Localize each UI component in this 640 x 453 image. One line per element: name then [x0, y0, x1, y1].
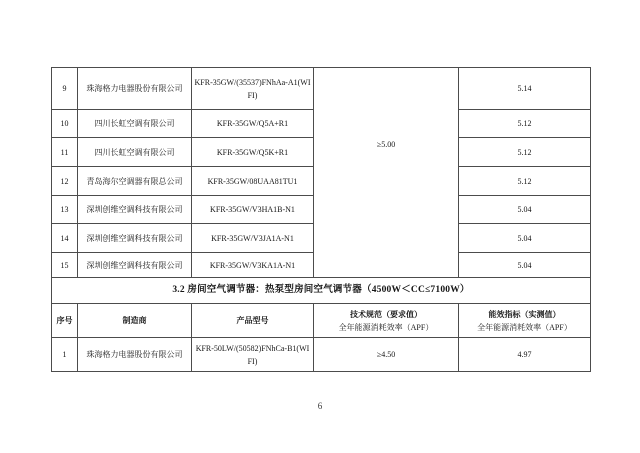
manufacturer-cell: 四川长虹空调有限公司	[78, 138, 192, 167]
header-measured	[459, 304, 591, 338]
row-number: 13	[52, 196, 78, 224]
header-manufacturer: 制造商	[78, 304, 192, 338]
model-cell: KFR-35GW/V3JA1A-N1	[192, 224, 314, 253]
section-heading: 3.2 房间空气调节器：热泵型房间空气调节器（4500W＜CC≤7100W）	[52, 278, 591, 304]
row-number: 11	[52, 138, 78, 167]
manufacturer-cell: 四川长虹空调有限公司	[78, 110, 192, 138]
measured-value-cell: 5.04	[459, 224, 591, 253]
header-requirement-line1: 技术规范（要求值）	[350, 309, 422, 319]
table-row	[52, 338, 591, 372]
row-number: 12	[52, 167, 78, 196]
table-header-row	[52, 304, 591, 338]
manufacturer-cell: 珠海格力电器股份有限公司	[78, 68, 192, 110]
measured-value-cell: 5.12	[459, 110, 591, 138]
requirement-merged-cell	[314, 68, 459, 278]
measured-value-cell: 5.14	[459, 68, 591, 110]
manufacturer-cell: 深圳创维空调科技有限公司	[78, 253, 192, 278]
measured-value-cell: 4.97	[459, 338, 591, 372]
model-cell: KFR-35GW/Q5A+R1	[192, 110, 314, 138]
energy-efficiency-table	[51, 67, 591, 372]
requirement-value: ≥5.00	[376, 140, 396, 149]
header-model: 产品型号	[192, 304, 314, 338]
manufacturer-cell: 青岛海尔空调器有限总公司	[78, 167, 192, 196]
manufacturer-cell: 珠海格力电器股份有限公司	[78, 338, 192, 372]
header-requirement	[314, 304, 459, 338]
manufacturer-cell: 深圳创维空调科技有限公司	[78, 224, 192, 253]
table-row	[52, 68, 591, 110]
header-measured-line2: 全年能源消耗效率（APF）	[477, 322, 572, 332]
header-no: 序号	[52, 304, 78, 338]
model-cell: KFR-35GW/V3HA1B-N1	[192, 196, 314, 224]
row-number: 1	[52, 338, 78, 372]
row-number: 14	[52, 224, 78, 253]
row-number: 15	[52, 253, 78, 278]
manufacturer-cell: 深圳创维空调科技有限公司	[78, 196, 192, 224]
model-cell: KFR-35GW/Q5K+R1	[192, 138, 314, 167]
header-measured-line1: 能效指标（实测值）	[488, 309, 561, 319]
model-cell: KFR-35GW/V3KA1A-N1	[192, 253, 314, 278]
measured-value-cell: 5.04	[459, 196, 591, 224]
model-cell: KFR-35GW/(35537)FNhAa-A1(WIFI)	[192, 68, 314, 110]
row-number: 9	[52, 68, 78, 110]
measured-value-cell: 5.04	[459, 253, 591, 278]
header-requirement-line2: 全年能源消耗效率（APF）	[338, 322, 434, 332]
row-number: 10	[52, 110, 78, 138]
measured-value-cell: 5.12	[459, 167, 591, 196]
measured-value-cell: 5.12	[459, 138, 591, 167]
requirement-value-cell: ≥4.50	[314, 338, 459, 372]
page-number: 6	[317, 401, 323, 411]
model-cell: KFR-50LW/(50582)FNhCa-B1(WIFI)	[192, 338, 314, 372]
model-cell: KFR-35GW/08UAA81TU1	[192, 167, 314, 196]
section-heading-row	[52, 278, 591, 304]
